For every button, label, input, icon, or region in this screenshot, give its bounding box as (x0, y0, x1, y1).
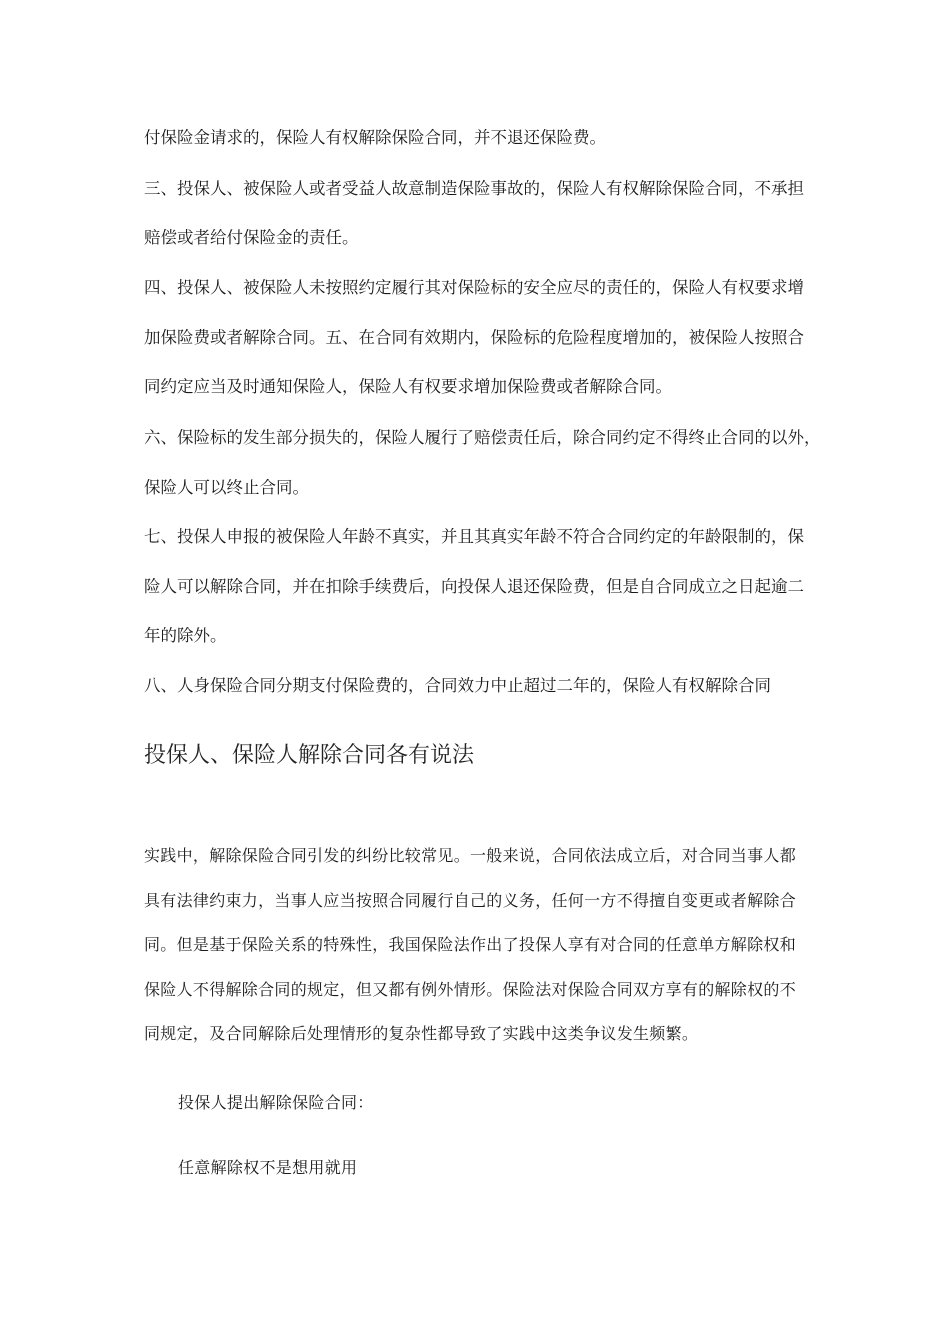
list-line: 四、投保人、被保险人未按照约定履行其对保险标的安全应尽的责任的，保险人有权要求增 (144, 278, 804, 297)
list-line: 险人可以解除合同，并在扣除手续费后，向投保人退还保险费，但是自合同成立之日起逾二 (144, 577, 804, 596)
list-line: 保险人可以终止合同。 (144, 478, 309, 497)
list-line: 三、投保人、被保险人或者受益人故意制造保险事故的，保险人有权解除保险合同，不承担 (144, 179, 804, 198)
list-line: 加保险费或者解除合同。五、在合同有效期内，保险标的危险程度增加的，被保险人按照合 (144, 328, 804, 347)
paragraph-line: 同规定，及合同解除后处理情形的复杂性都导致了实践中这类争议发生频繁。 (144, 1024, 699, 1043)
paragraph-line: 保险人不得解除合同的规定，但又都有例外情形。保险法对保险合同双方享有的解除权的不 (144, 980, 797, 999)
list-line: 年的除外。 (144, 626, 227, 645)
list-line: 七、投保人申报的被保险人年龄不真实，并且其真实年龄不符合合同约定的年龄限制的，保 (144, 527, 804, 546)
list-line: 赔偿或者给付保险金的责任。 (144, 228, 359, 247)
subheading-line: 任意解除权不是想用就用 (178, 1158, 358, 1177)
list-line: 六、保险标的发生部分损失的，保险人履行了赔偿责任后，除合同约定不得终止合同的以外， (144, 428, 821, 447)
list-line: 八、人身保险合同分期支付保险费的，合同效力中止超过二年的，保险人有权解除合同 (144, 676, 771, 695)
section-heading: 投保人、保险人解除合同各有说法 (144, 743, 475, 768)
paragraph-line: 同。但是基于保险关系的特殊性，我国保险法作出了投保人享有对合同的任意单方解除权和 (144, 935, 797, 954)
list-line: 付保险金请求的，保险人有权解除保险合同，并不退还保险费。 (144, 128, 606, 147)
list-line: 同约定应当及时通知保险人，保险人有权要求增加保险费或者解除合同。 (144, 377, 672, 396)
paragraph-line: 实践中，解除保险合同引发的纠纷比较常见。一般来说，合同依法成立后，对合同当事人都 (144, 846, 797, 865)
subheading-line: 投保人提出解除保险合同： (178, 1093, 374, 1112)
paragraph-line: 具有法律约束力，当事人应当按照合同履行自己的义务，任何一方不得擅自变更或者解除合 (144, 891, 797, 910)
